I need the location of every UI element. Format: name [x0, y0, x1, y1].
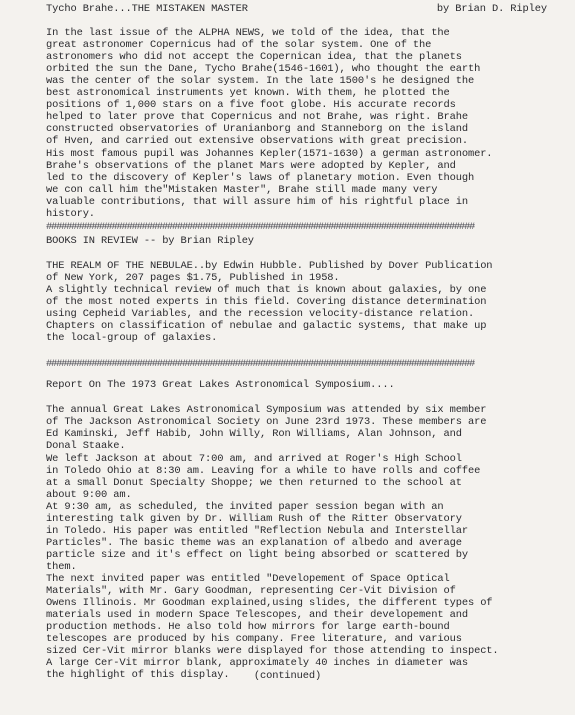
- report-heading: Report On The 1973 Great Lakes Astronomical Symposium....: [46, 379, 395, 392]
- section-divider: #####################################################################################: [46, 220, 475, 233]
- article-byline: by Brian D. Ripley: [436, 3, 547, 15]
- article-body: In the last issue of the ALPHA NEWS, we told of the idea, that the great astronomer Copernicus had of the solar system. One of the astronomers who did not accept the Copernican idea, that the planets orbited the sun the Dane, Tycho Brahe(1546-1601), who thought the earth was the center of the solar system. In the late 1500's he designed the best astronomical instruments yet known. With them, he plotted the positions of 1,000 stars on a five foot globe. His accurate records helped to later prove that Copernicus and not Brahe, was right. Brahe constructed observatories of Uranianborg and Stanneborg on the island of Hven, and carried out extensive observations with great precision. His most famous pupil was Johannes Kepler(1571-1630) a german astronomer. Brahe's observations of the planet Mars were adopted by Kepler, and led to the discovery of Kepler's laws of planetary motion. Even though we con call him the"Mistaken Master", Brahe still made many very valuable contributions, that will assure him of his rightful place in history.: [46, 27, 493, 220]
- books-body: THE REALM OF THE NEBULAE..by Edwin Hubble. Published by Dover Publication of New York, 207 pages $1.75, Published in 1958. A slightly technical review of much that is known about galaxies, by one of the most noted experts in this field. Covering distance determination using Cepheid Variables, and the recession velocity-distance relation. Chapters on classification of nebulae and galactic systems, that make up the local-group of galaxies.: [46, 259, 493, 345]
- report-body: The annual Great Lakes Astronomical Symposium was attended by six member of The Jackson Astronomical Society on June 23rd 1973. These members are Ed Kaminski, Jeff Habib, John Willy, Ron Williams, Alan Johnson, and Donal Staake. We left Jackson at about 7:00 am, and arrived at Roger's High School in Toledo Ohio at 8:30 am. Leaving for a while to have rolls and coffee at a small Donut Specialty Shoppe; we then returned to the school at about 9:00 am. At 9:30 am, as scheduled, the invited paper session began with an interesting talk given by Dr. William Rush of the Ritter Observatory in Toledo. His paper was entitled "Reflection Nebula and Interstellar Particles". The basic theme was an explanation of albedo and average particle size and it's effect on light being absorbed or scattered by them. The next invited paper was entitled "Developement of Space Optical Materials", with Mr. Gary Goodman, representing Cer-Vit Division of Owens Illinois. Mr Goodman explained,using slides, the different types of materials used in modern Space Telescopes, and their developement and production methods. He also told how mirrors for large earth-bound telescopes are produced by his company. Free literature, and various sized Cer-Vit mirror blanks were displayed for those attending to inspect. A large Cer-Vit mirror blank, approximately 40 inches in diameter was the highlight of this display.: [46, 404, 499, 682]
- section-divider-2: #####################################################################################: [46, 358, 475, 371]
- article-title: Tycho Brahe...THE MISTAKEN MASTER: [46, 3, 248, 15]
- continued-note: (continued): [253, 670, 322, 682]
- books-heading: BOOKS IN REVIEW -- by Brian Ripley: [46, 234, 254, 247]
- article-header: [46, 3, 553, 15]
